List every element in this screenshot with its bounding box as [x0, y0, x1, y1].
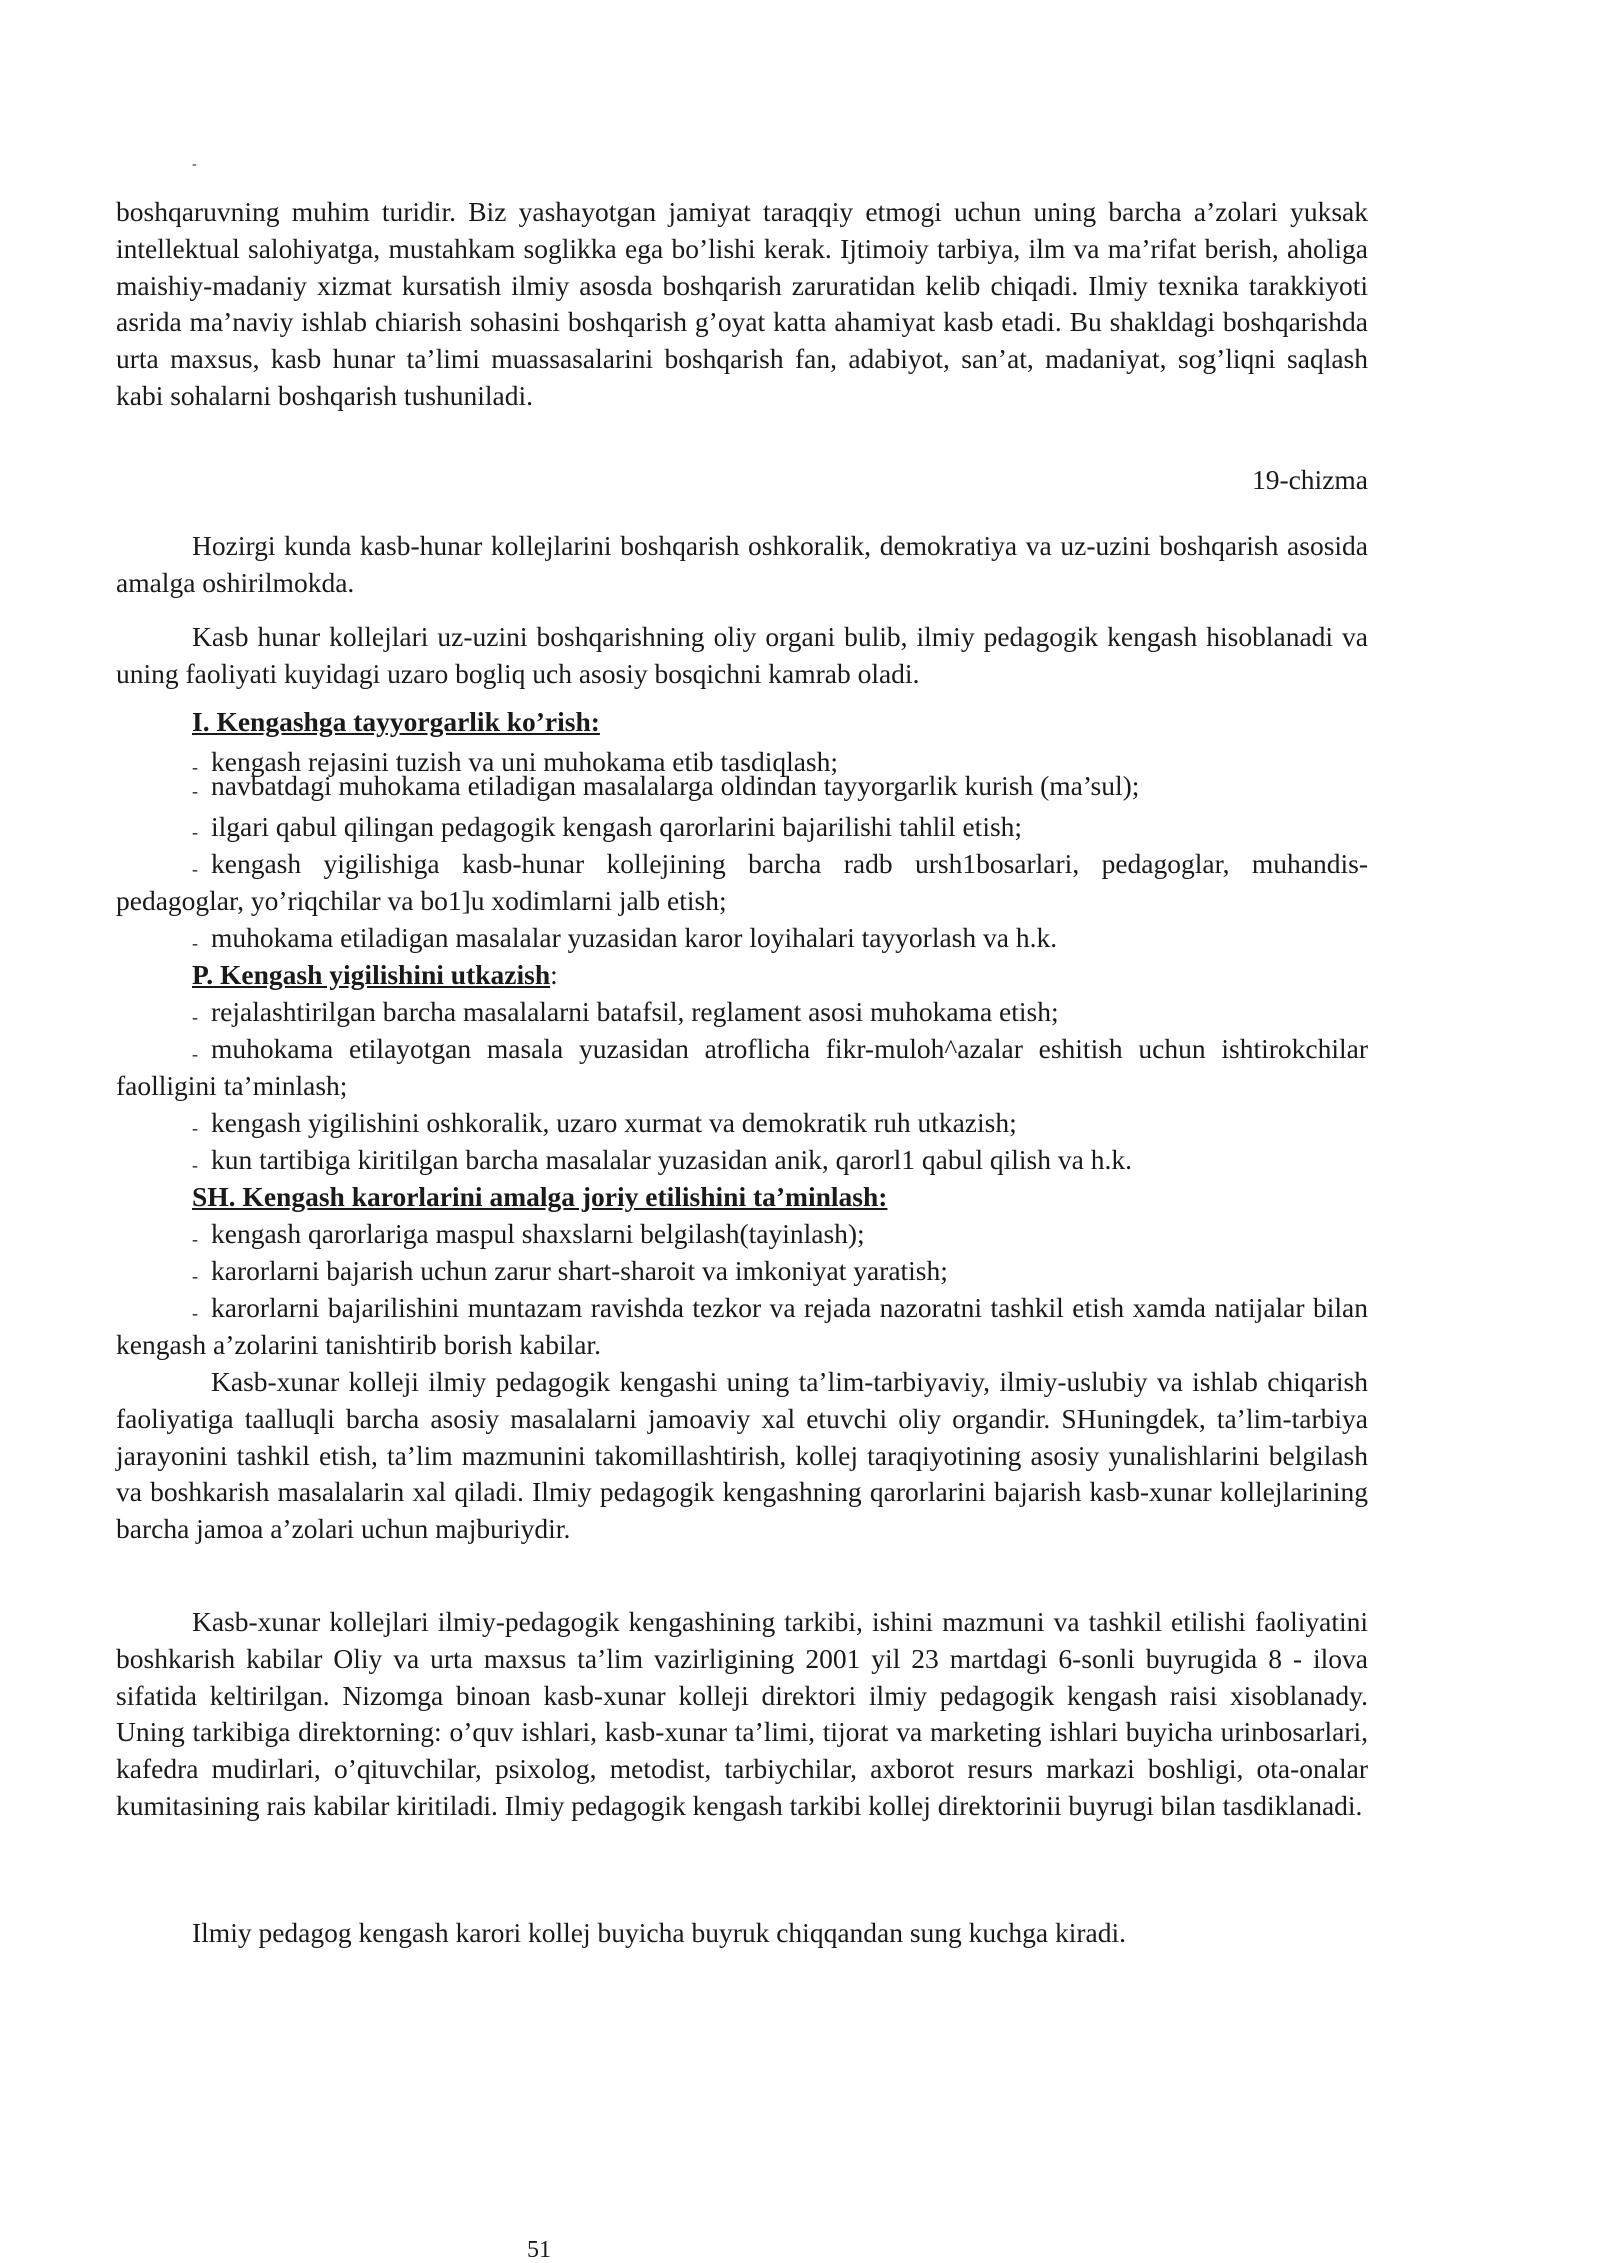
stage-3-item-3: karorlarni bajarilishini muntazam ravishda tezkor va rejada nazoratni tashkil etish xamda natijalar bilan kengash a’zolarini tanishtirib borish kabilar.: [116, 1292, 1368, 1360]
bullet-dash: -: [192, 859, 198, 879]
bullet-dash: -: [192, 1044, 198, 1064]
paragraph-closing-2: Kasb-xunar kollejlari ilmiy-pedagogik kengashining tarkibi, ishini mazmuni va tashkil etilishi faoliyatini boshkarish kabilar Oliy va urta maxsus ta’lim vazirligining 2001 yil 23 martdagi 6-sonli buyrugida 8 - ilova sifatida keltirilgan. Nizomga binoan kasb-xunar kolleji direktori ilmiy pedagogik kengash raisi xisoblanady. Uning tarkibiga direktorning: o’quv ishlari, kasb-xunar ta’limi, tijorat va marketing ishlari buyicha urinbosarlari, kafedra mudirlari, o’qituvchilar, psixolog, metodist, tarbiychilar, axborot resurs markazi boshligi, ota-onalar kumitasining rais kabilar kiritiladi. Ilmiy pedagogik kengash tarkibi kollej direktorinii buyrugi bilan tasdiklanadi.: [116, 1606, 1368, 1821]
stage-3-item-1: kengash qarorlariga maspul shaxslarni belgilash(tayinlash);: [211, 1218, 865, 1249]
stage-3-item-2: karorlarni bajarish uchun zarur shart-sharoit va imkoniyat yaratish;: [211, 1255, 948, 1286]
stage-1-item-5: muhokama etiladigan masalalar yuzasidan karor loyihalari tayyorlash va h.k.: [211, 922, 1058, 953]
bullet-dash: -: [192, 1118, 198, 1138]
stage-2-heading: [116, 957, 1368, 994]
stage-1-item-4: kengash yigilishiga kasb-hunar kollejining barcha radb ursh1bosarlari, pedagoglar, muhandis-pedagoglar, yo’riqchilar va bo1]u xodimlarni jalb etish;: [116, 848, 1368, 916]
stage-1-item-2: navbatdagi muhokama etiladigan masalalarga oldindan tayyorgarlik kurish (ma’sul);: [211, 770, 1140, 801]
paragraph-intro-1: boshqaruvning muhim turidir. Biz yashayotgan jamiyat taraqqiy etmogi uchun uning barcha a’zolari yuksak intellektual salohiyatga, mustahkam soglikka ega bo’lishi kerak. Ijtimoiy tarbiya, ilm va ma’rifat berish, aholiga maishiy-madaniy xizmat kursatish ilmiy asosda boshqarish zaruratidan kelib chiqadi. Ilmiy texnika tarakkiyoti asrida ma’naviy ishlab chiarish sohasini boshqarish g’oyat katta ahamiyat kasb etadi. Bu shakldagi boshqarishda urta maxsus, kasb hunar ta’limi muassasalarini boshqarish fan, adabiyot, san’at, madaniyat, sog’liqni saqlash kabi sohalarni boshqarish tushuniladi.: [116, 196, 1368, 411]
stage-2-item-3: kengash yigilishini oshkoralik, uzaro xurmat va demokratik ruh utkazish;: [211, 1107, 1017, 1138]
bullet-dash: -: [192, 1229, 198, 1249]
paragraph-intro-3: Kasb hunar kollejlari uz-uzini boshqarishning oliy organi bulib, ilmiy pedagogik kengash hisoblanadi va uning faoliyati kuyidagi uzaro bogliq uch asosiy bosqichni kamrab oladi.: [116, 621, 1368, 689]
stage-1-item-1: kengash rejasini tuzish va uni muhokama etib tasdiqlash;: [211, 746, 839, 777]
bullet-dash: -: [192, 933, 198, 953]
paragraph-intro-2: Hozirgi kunda kasb-hunar kollejlarini boshqarish oshkoralik, demokratiya va uz-uzini boshqarish asosida amalga oshirilmokda.: [116, 530, 1368, 598]
bullet-dash: -: [192, 822, 198, 842]
stage-1-heading: [116, 704, 1368, 741]
bullet-dash: -: [192, 757, 198, 777]
stage-2-heading-colon: :: [550, 959, 558, 990]
paragraph-closing-1: Kasb-xunar kolleji ilmiy pedagogik kengashi uning ta’lim-tarbiyaviy, ilmiy-uslubiy va ishlab chiqarish faoliyatiga taalluqli barcha asosiy masalalarni jamoaviy xal etuvchi oliy organdir. SHuningdek, ta’lim-tarbiya jarayonini tashkil etish, ta’lim mazmunini takomillashtirish, kollej taraqiyotining asosiy yunalishlarini belgilash va boshkarish masalalarin xal qiladi. Ilmiy pedagogik kengashning qarorlarini bajarish kasb-xunar kollejlarining barcha jamoa a’zolari uchun majburiydir.: [116, 1366, 1368, 1545]
stage-1-heading-text: I. Kengashga tayyorgarlik ko’rish:: [192, 706, 600, 737]
stage-2-item-1: rejalashtirilgan barcha masalalarni batafsil, reglament asosi muhokama etish;: [211, 996, 1059, 1027]
bullet-dash: -: [192, 1155, 198, 1175]
bullet-dash: -: [192, 1007, 198, 1027]
paragraph-closing-3: Ilmiy pedagog kengash karori kollej buyicha buyruk chiqqandan sung kuchga kiradi.: [192, 1917, 1126, 1948]
bullet-dash: -: [192, 1303, 198, 1323]
bullet-dash: -: [192, 1266, 198, 1286]
stage-2-item-4: kun tartibiga kiritilgan barcha masalalar yuzasidan anik, qarorl1 qabul qilish va h.k.: [211, 1144, 1132, 1175]
bullet-dash: -: [192, 781, 198, 801]
top-mark: -: [192, 157, 197, 172]
stage-3-heading-text: SH. Kengash karorlarini amalga joriy etilishini ta’minlash:: [192, 1181, 888, 1212]
stage-2-heading-text: P. Kengash yigilishini utkazish: [192, 959, 551, 990]
page-number: 51: [527, 2237, 551, 2263]
stage-1-item-3: ilgari qabul qilingan pedagogik kengash qarorlarini bajarilishi tahlil etish;: [211, 811, 1023, 842]
stage-3-heading: [116, 1179, 1368, 1216]
figure-reference: 19-chizma: [1251, 464, 1368, 495]
stage-2-item-2: muhokama etilayotgan masala yuzasidan atroflicha fikr-muloh^azalar eshitish uchun ishtirokchilar faolligini ta’minlash;: [116, 1033, 1368, 1101]
